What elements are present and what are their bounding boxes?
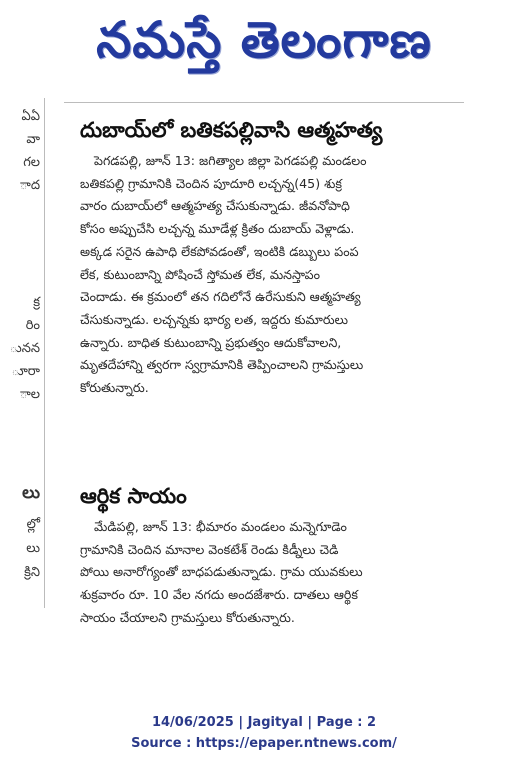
- left-fragment: ునన: [9, 341, 40, 356]
- article-financial-aid: [64, 482, 464, 630]
- article-line: లేక, కుటుంబాన్ని పోషించే స్తోమత లేక, మనస్తాపం: [80, 266, 320, 282]
- article-line: మేడిపల్లి, జూన్ 13: భీమారం మండలం మన్నెగూడెం: [94, 519, 347, 534]
- article-line: పెగడపల్లి, జూన్ 13: జగిత్యాల జిల్లా పెగడపల్లి మండలం: [94, 153, 367, 168]
- column-top-rule: [64, 102, 464, 103]
- article-line: కోరుతున్నారు.: [80, 380, 149, 396]
- left-fragment: ూరా: [11, 364, 40, 379]
- left-fragment: క్రిని: [24, 565, 40, 580]
- article-line: చేసుకున్నాడు. లచ్చన్నకు భార్య లత, ఇద్దరు కుమారులు: [80, 311, 348, 327]
- page-footer: [0, 712, 528, 754]
- article-line: సాయం చేయాలని గ్రామస్తులు కోరుతున్నారు.: [80, 609, 295, 625]
- article-line: శుక్రవారం రూ. 10 వేల నగదు అందజేశారు. దాతలు ఆర్థిక: [80, 587, 358, 603]
- left-adjacent-column: [0, 98, 45, 608]
- article-line: వారం దుబాయ్‌లో ఆత్మహత్య చేసుకున్నాడు. జీవనోపాధి: [80, 198, 350, 214]
- left-fragment: లు: [22, 483, 40, 503]
- article-line: చెందాడు. ఈ క్రమంలో తన గదిలోనే ఉరేసుకుని ఆత్మహత్య: [80, 289, 361, 305]
- article-dubai-suicide: [64, 116, 464, 400]
- left-fragment: ల్లో: [26, 517, 40, 532]
- left-fragment: రిం: [25, 318, 40, 333]
- article-headline: దుబాయ్‌లో బతికపల్లివాసి ఆత్మహత్య: [80, 118, 383, 142]
- left-fragment: క్ర: [33, 295, 40, 310]
- article-line: అక్కడ సరైన ఉపాధి లేకపోవడంతో, ఇంటికి డబ్బులు పంప: [80, 243, 359, 259]
- left-fragment: ాల: [19, 387, 40, 402]
- article-line: గ్రామానికి చెందిన మానాల వెంకటేశ్ రెండు కిడ్నీలు చెడి: [80, 541, 339, 557]
- left-fragment: వా: [26, 132, 40, 147]
- article-line: ఉన్నారు. బాధిత కుటుంబాన్ని ప్రభుత్వం ఆదుకోవాలని,: [80, 334, 342, 350]
- article-line: మృతదేహాన్ని త్వరగా స్వగ్రామానికి తెప్పించాలని గ్రామస్తులు: [80, 357, 364, 373]
- left-fragment: గల: [23, 155, 40, 170]
- newspaper-logo-title: నమస్తే తెలంగాణ: [96, 11, 432, 69]
- left-fragment: ఏఏ: [21, 109, 40, 124]
- left-fragment: ాద: [19, 178, 40, 193]
- article-headline: ఆర్థిక సాయం: [80, 484, 187, 508]
- source-url: Source : https://epaper.ntnews.com/: [131, 736, 397, 751]
- left-fragment: లు: [26, 541, 40, 556]
- edition-info: 14/06/2025 | Jagityal | Page : 2: [151, 715, 377, 730]
- article-body: [80, 516, 460, 630]
- article-body: [80, 150, 460, 400]
- article-line: పోయి అనారోగ్యంతో బాధపడుతున్నాడు. గ్రామ యువకులు: [80, 564, 363, 580]
- masthead: [0, 0, 528, 80]
- article-line: కోసం అప్పుచేసి లచ్చన్న మూడేళ్ల క్రితం దుబాయ్ వెళ్లాడు.: [80, 221, 355, 237]
- article-line: బతికపల్లి గ్రామానికి చెందిన పూదూరి లచ్చన్న(45) శుక్ర: [80, 175, 342, 191]
